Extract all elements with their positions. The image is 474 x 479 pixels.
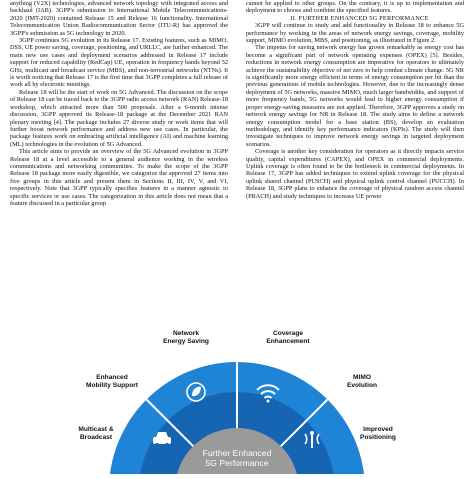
paragraph: 3GPP will continue to study and add functionality in Release 18 to enhance 5G performance by working in the areas of network energy savings, coverage, mobility support, MIMO evolution, MBS, and positioning, as illustrated in Figure 2. — [246, 22, 464, 45]
label-mimo-evolution — [322, 374, 402, 389]
label-coverage-enhancement — [248, 330, 328, 345]
paragraph: anything (V2X) technologies, advanced network topology with integrated access and backhaul (IAB). 3GPP's submission to International Mobile Telecommunications-2020 (IMT-2020) contained Release 15 and Release 16 functionality. International Telecommunication Union Radiocommunication Sector (ITU-R) has approved the 3GPP's submission as 5G technology in 2020. — [10, 0, 228, 37]
figure-5g-performance — [0, 330, 474, 474]
paragraph: The impetus for saving network energy has grown remarkably as energy cost has become a significant part of network operating expenses (OPEX) [5]. Besides, reductions in network energy consumption are imperative for operators to ultimately achieve the sustainability objective of net zero to help combat climate change. 5G NR is significantly more energy efficient in terms of energy consumption per bit than the previous generations of mobile technologies. However, due to the increasingly dense deployment of 5G networks, massive MIMO, much larger bandwidths, and support of more frequency bands, 5G networks would lead to higher energy consumption if proper energy-saving measures are not applied. Therefore, 3GPP approves a study on network energy savings for NR in Release 18. The study aims to define a network energy consumption model for a base station (BS), develop an evaluation methodology, and identify key performance indicators (KPIs). The study will then investigate techniques to improve network energy savings in targeted deployment scenarios. — [246, 44, 464, 148]
section-heading: II. FURTHER ENHANCED 5G PERFORMANCE — [290, 14, 429, 22]
paragraph: 3GPP continues 5G evolution in its Release 17. Existing features, such as MIMO, DSS, UE power saving, coverage, positioning, and URLLC, are further enhanced. The main new use cases and deployment scenarios addressed in Release 17 include support for reduced capability (RedCap) UE, operation in frequency bands beyond 52 GHz, multicast and broadcast service (MBS), and non-terrestrial networks (NTNs). It is worth noticing that Release 17 is the first time that 3GPP completes a full release of work all by electronic meetings. — [10, 37, 228, 89]
label-text: Multicast & Broadcast — [78, 426, 114, 441]
label-network-energy-saving — [146, 330, 226, 345]
paragraph: cannot be applied to other groups. On the contrary, it is up to implementation and deployment to choose and combine the specified features. — [246, 0, 464, 15]
label-text: Improved Positioning — [360, 426, 396, 441]
label-text: MIMO Evolution — [346, 374, 378, 389]
paragraph: This article aims to provide an overview of the 5G Advanced evolution in 3GPP Release 18 at a level accessible to a general audience working in the wireless communications and networking communities. To make the scope of the 3GPP Release 18 package more easily digestible, we categorize the approved 27 items into five groups in this article and present them in Sections II, III, IV, V, and VI, respectively. Note that 3GPP typically specifies features in a manner agnostic to specific services or use cases. The categorization in this article does not mean that a feature discussed in a particular group — [10, 148, 228, 207]
label-multicast-broadcast — [56, 426, 136, 441]
label-text: Network Energy Saving — [163, 330, 209, 345]
label-text: Enhanced Mobility Support — [85, 374, 138, 389]
core-title-line1: Further Enhanced — [202, 448, 272, 458]
left-column — [10, 0, 228, 207]
core-title — [192, 448, 282, 468]
label-improved-positioning — [338, 426, 418, 441]
label-text: Coverage Enhancement — [266, 330, 310, 345]
core-title-line2: 5G Performance — [205, 458, 269, 468]
label-enhanced-mobility-support — [72, 374, 152, 389]
right-column — [246, 0, 464, 200]
paragraph: Release 18 will be the start of work on 5G Advanced. The discussion on the scope of Release 18 can be traced back to the 3GPP radio access network (RAN) Release-18 workshop, which attracted more than 500 proposals. After a 6-month intense discussion, 3GPP approved its Release-18 package at the December 2021 RAN plenary meeting [4]. The package includes 27 diverse study or work items that will further boost network performance and address new use cases. In particular, the package features work on embracing artificial intelligence (AI) and machine learning (ML) technologies in the evolution of 5G Advanced. — [10, 88, 228, 148]
paragraph: Coverage is another key consideration for operators as it directly impacts service quality, capital expenditures (CAPEX), and OPEX in commercial deployments. Uplink coverage is often found to be the bottleneck in commercial deployments. In Release 17, 3GPP has added techniques to extend uplink coverage for the physical uplink shared channel (PUSCH) and physical uplink control channel (PUCCH). In Release 18, 3GPP plans to enhance the coverage of physical random access channel (PRACH) and study techniques to increase UE power — [246, 148, 464, 200]
